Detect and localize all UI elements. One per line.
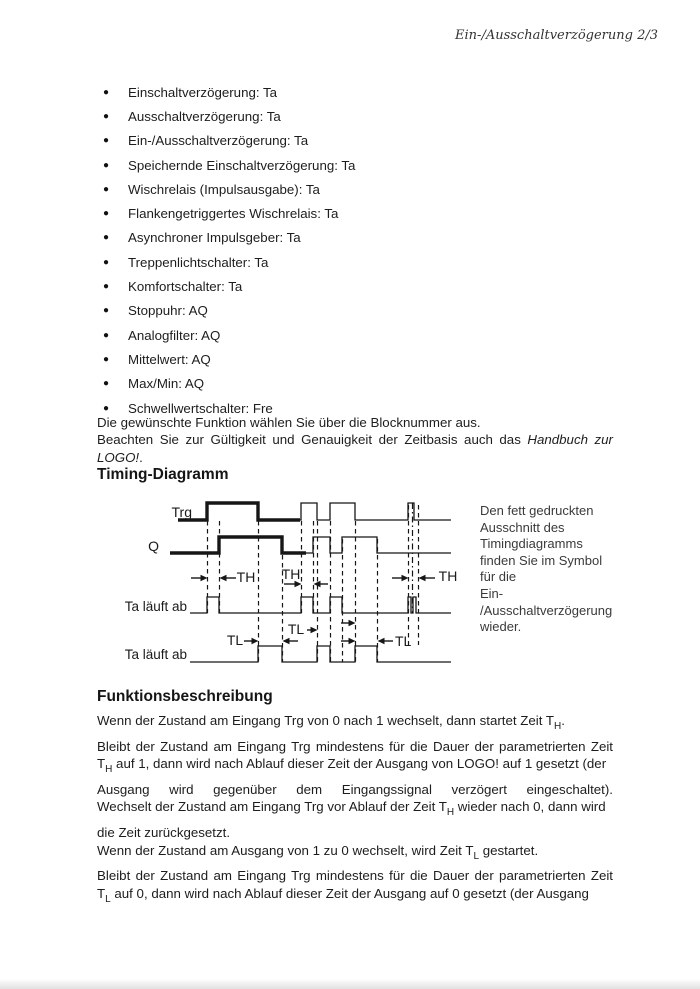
list-item: [103, 177, 608, 201]
bullet-icon: ●: [103, 232, 110, 244]
list-item: [103, 201, 608, 225]
ta-laeuft-ab-label: Ta läuft ab: [124, 599, 187, 614]
th-label: TH: [236, 569, 256, 585]
bullet-icon: ●: [103, 159, 110, 171]
text-line: Wenn der Zustand am Eingang Trg von 0 nach 1 wechselt, dann startet Zeit $T_H$.: [97, 713, 565, 732]
text-line: $T_L$ auf 0, dann wird nach Ablauf dieser Zeit der Ausgang auf 0 gesetzt (der Ausgang: [97, 885, 589, 905]
note-line: finden Sie im Symbol: [480, 552, 603, 568]
list-item-label: Komfortschalter: Ta: [128, 279, 243, 295]
bullet-icon: ●: [103, 86, 110, 98]
list-item-label: Ausschaltverzögerung: Ta: [128, 108, 281, 124]
note-line: Ausschnitt des: [480, 519, 565, 535]
ta-th-waveform: [190, 597, 451, 613]
text-line: Bleibt der Zustand am Eingang Trg mindestens für die Dauer der parametrierten Zeit: [97, 868, 613, 884]
list-item: [103, 250, 608, 274]
ta-laeuft-ab-label: Ta läuft ab: [124, 647, 187, 662]
note-line: Ein-: [480, 585, 504, 601]
list-item-label: Max/Min: AQ: [128, 376, 205, 392]
list-item: [103, 323, 608, 347]
text-line: Ausgang wird gegenüber dem Eingangssignal verzögert eingeschaltet).: [97, 781, 613, 797]
list-item: [103, 153, 608, 177]
bullet-icon: ●: [103, 208, 110, 220]
ta-tl-waveform: [190, 646, 451, 662]
trg-waveform-bold: [178, 503, 300, 520]
list-item-label: Asynchroner Impulsgeber: Ta: [128, 230, 301, 246]
bullet-icon: ●: [103, 183, 110, 195]
q-waveform: [306, 537, 451, 553]
tl-label: TL: [395, 633, 412, 649]
note-line: Timingdiagramms: [480, 536, 583, 552]
list-item-label: Einschaltverzögerung: Ta: [128, 84, 278, 100]
list-item: [103, 104, 608, 128]
list-item-label: Wischrelais (Impulsausgabe): Ta: [128, 181, 320, 197]
list-item: [103, 226, 608, 250]
list-item-label: Analogfilter: AQ: [128, 327, 221, 343]
bullet-icon: ●: [103, 281, 110, 293]
funktionsbeschreibung-heading: Funktionsbeschreibung: [97, 688, 273, 705]
list-item-label: Stoppuhr: AQ: [128, 303, 208, 319]
trg-label: Trg: [171, 504, 192, 520]
text-line: Bleibt der Zustand am Eingang Trg mindestens für die Dauer der parametrierten Zeit: [97, 738, 613, 754]
text-line: LOGO!.: [97, 449, 143, 465]
list-item-label: Schwellwertschalter: Fre: [128, 400, 273, 416]
list-item: [103, 299, 608, 323]
text-line: Wenn der Zustand am Ausgang von 1 zu 0 wechselt, wird Zeit $T_L$ gestartet.: [97, 842, 539, 862]
list-item: [103, 80, 608, 104]
tl-label: TL: [226, 632, 244, 648]
bullet-icon: ●: [103, 402, 110, 414]
q-waveform-bold: [170, 537, 306, 553]
list-item-label: Ein-/Ausschaltverzögerung: Ta: [128, 133, 309, 149]
note-line: /Ausschaltverzögerung: [480, 602, 613, 618]
note-line: für die: [480, 569, 517, 585]
page-header: Ein-/Ausschaltverzögerung 2/3: [455, 28, 658, 43]
scan-shadow: [0, 979, 700, 989]
bullet-icon: ●: [103, 110, 110, 122]
list-item: [103, 347, 608, 371]
note-line: Den fett gedruckten: [480, 503, 594, 518]
list-item: [103, 274, 608, 298]
function-list: [103, 80, 608, 420]
timing-diagram: [95, 495, 475, 690]
q-label: Q: [148, 538, 159, 554]
bullet-icon: ●: [103, 305, 110, 317]
list-item-label: Speichernde Einschaltverzögerung: Ta: [128, 157, 356, 173]
trg-waveform: [300, 503, 451, 520]
list-item-label: Mittelwert: AQ: [128, 351, 211, 367]
diagram-note: [480, 503, 630, 636]
bullet-icon: ●: [103, 256, 110, 268]
list-item-label: Treppenlichtschalter: Ta: [128, 254, 269, 270]
intro-paragraph: [97, 414, 613, 466]
list-item: [103, 129, 608, 153]
text-line: Die gewünschte Funktion wählen Sie über die Blocknummer aus.: [97, 415, 481, 430]
text-line: $T_H$ auf 1, dann wird nach Ablauf dieser Zeit der Ausgang von LOGO! auf 1 gesetzt (der: [97, 756, 607, 776]
bullet-icon: ●: [103, 378, 110, 390]
th-label: TH: [281, 566, 301, 582]
text-line: Beachten Sie zur Gültigkeit und Genauigkeit der Zeitbasis auch das Handbuch zur: [97, 432, 613, 448]
function-description: [97, 706, 613, 905]
timing-diagramm-heading: Timing-Diagramm: [97, 466, 229, 483]
list-item-label: Flankengetriggertes Wischrelais: Ta: [128, 206, 339, 222]
bullet-icon: ●: [103, 135, 110, 147]
tl-label: TL: [287, 621, 305, 637]
th-label: TH: [438, 568, 458, 584]
list-item: [103, 372, 608, 396]
bullet-icon: ●: [103, 329, 110, 341]
text-line: die Zeit zurückgesetzt.: [97, 824, 231, 840]
note-line: wieder.: [480, 619, 522, 635]
bullet-icon: ●: [103, 353, 110, 365]
text-line: Wechselt der Zustand am Eingang Trg vor Ablauf der Zeit $T_H$ wieder nach 0, dann wird: [97, 799, 606, 819]
